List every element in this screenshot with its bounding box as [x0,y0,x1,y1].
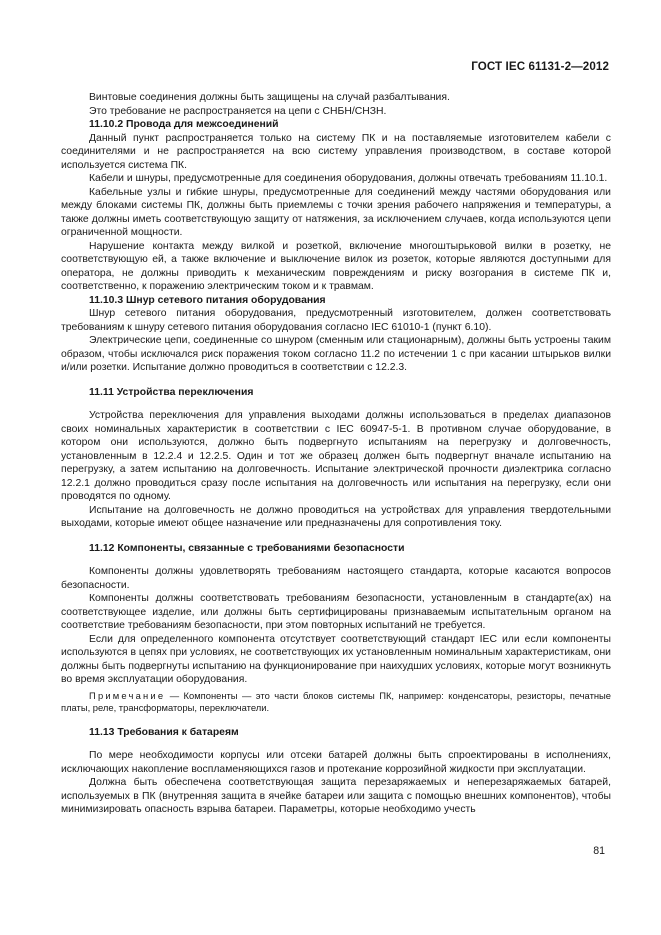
section-heading: 11.13 Требования к батареям [89,726,239,738]
paragraph: Винтовые соединения должны быть защищены на случай разбалтывания. [89,92,450,103]
paragraph: Устройства переключения для управления выходами должны использоваться в пределах диапазонов своих номинальных характеристик в соответствии с IEC 60947-5-1. В противном случае оборудование, в котором они используются, должно быть подвергнуто испытаниям на перегрузку и долговечность, установленным в 12.2.4 и 12.2.5. Один и тот же образец должен быть подвергнут вначале испытанию на перегрузку, а затем испытанию на долговечность. Испытание электрической прочности диэлектрика согласно 12.2.1 должно проводиться сразу после испытания на долговечность или испытания на перегрузку, если они проводятся по одному. [61,410,611,502]
subsection-heading: 11.10.2 Провода для межсоединений [89,119,279,130]
subsection-heading: 11.10.3 Шнур сетевого питания оборудования [89,294,326,306]
note-label: Примечание [89,689,166,701]
paragraph: Если для определенного компонента отсутствует соответствующий стандарт IEC или если компоненты используются в цепях при условиях, не соответствующих их установленным номинальным характеристикам, они должны быть подвергнуты испытанию на функционирование при наихудших условиях, которые могут возникнуть во время эксплуатации оборудования. [61,633,611,685]
paragraph: По мере необходимости корпусы или отсеки батарей должны быть спроектированы в исполнениях, исключающих накопление воспламеняющихся газов и протекание коррозийной жидкости при эксплуатации. [61,750,611,775]
document-header: ГОСТ IEC 61131-2—2012 [471,60,609,73]
note [61,690,611,715]
paragraph: Электрические цепи, соединенные со шнуром (сменным или стационарным), должны быть устроены таким образом, чтобы исключался риск поражения током согласно 11.2 по истечении 1 с при касании штырьков вилки и/или розетки. Испытание должно проводиться в соответствии с 12.2.3. [61,335,611,373]
paragraph: Нарушение контакта между вилкой и розеткой, включение многоштырьковой вилки в розетку, не соответствующую ей, а также включение и выключение вилок из розеток, которые являются доступными для оператора, не должны приводить к механическим повреждениям и риску возгорания в системе ПК и, соответственно, к поражению электрическим током и к травмам. [61,240,611,292]
page-number: 81 [593,845,605,857]
paragraph: Компоненты должны удовлетворять требованиям настоящего стандарта, которые касаются вопросов безопасности. [61,566,611,591]
paragraph: Кабели и шнуры, предусмотренные для соединения оборудования, должны отвечать требованиям 11.10.1. [89,173,608,184]
paragraph: Шнур сетевого питания оборудования, предусмотренный изготовителем, должен соответствовать требованиям к шнуру сетевого питания оборудования согласно IEC 61010-1 (пункт 6.10). [61,308,611,333]
section-heading: 11.12 Компоненты, связанные с требованиями безопасности [89,542,405,554]
paragraph: Это требование не распространяется на цепи с СНБН/СНЗН. [89,105,387,117]
paragraph: Данный пункт распространяется только на систему ПК и на поставляемые изготовителем кабели с соединителями и не распространяется на всю систему управления производством, в составе которой используется система ПК. [61,132,611,171]
section-heading: 11.11 Устройства переключения [89,386,254,398]
paragraph: Кабельные узлы и гибкие шнуры, предусмотренные для соединений между частями оборудования или между блоками системы ПК, должны быть приемлемы с точки зрения рабочего напряжения и температуры, а также должны иметь соответствующую защиту от натяжения, за исключением случаев, когда используются цепи ограниченной мощности. [61,186,611,238]
note-text: — Компоненты — это части блоков системы ПК, например: конденсаторы, резисторы, печатные платы, реле, трансформаторы, переключатели. [61,689,611,713]
page-body [61,91,611,817]
paragraph: Испытание на долговечность не должно проводиться на устройствах для управления твердотельными выходами, которые имеют общее назначение или предназначены для сопротивления току. [61,504,611,529]
paragraph: Компоненты должны соответствовать требованиям безопасности, установленным в стандарте(ах) на соответствующее изделие, или должны быть сертифицированы признаваемым испытательным органом на соответствие требованиям безопасности, при этом повторных испытаний не требуется. [61,593,611,631]
paragraph: Должна быть обеспечена соответствующая защита перезаряжаемых и неперезаряжаемых батарей, используемых в ПК (внутренняя защита в ячейке батареи или защита с помощью внешних компонентов), чтобы минимизировать опасность взрыва батареи. Параметры, которые необходимо учесть [61,777,611,815]
